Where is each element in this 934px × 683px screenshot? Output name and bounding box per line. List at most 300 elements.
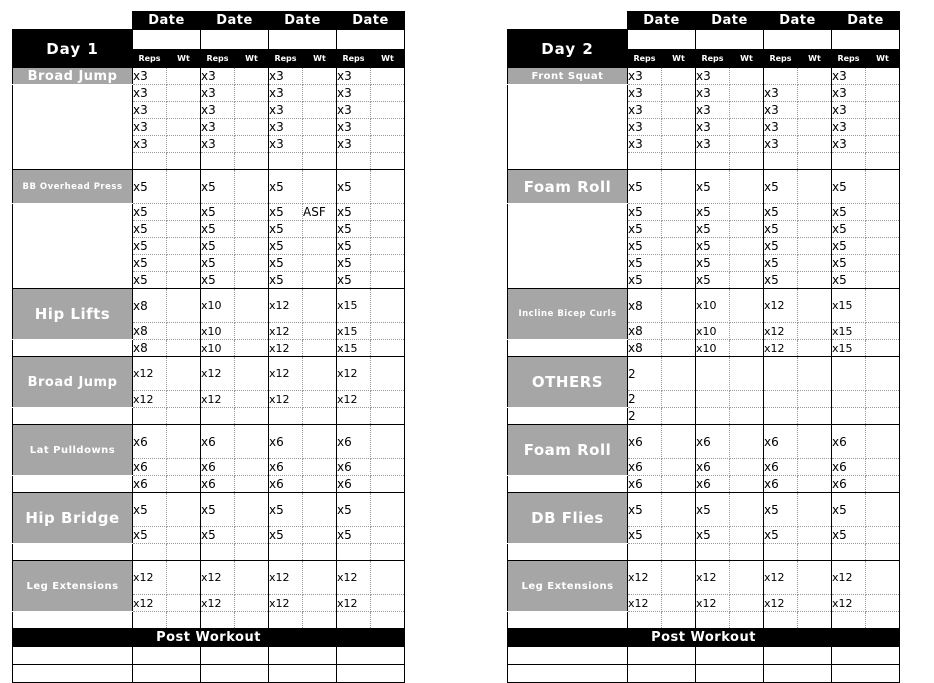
reps-cell[interactable]: x5	[201, 527, 235, 544]
date-entry-field[interactable]	[269, 30, 337, 50]
weight-cell[interactable]	[167, 612, 201, 629]
reps-cell[interactable]: x12	[832, 595, 866, 612]
reps-cell[interactable]: x3	[133, 119, 167, 136]
weight-cell[interactable]	[662, 272, 696, 289]
weight-cell[interactable]	[866, 408, 900, 425]
weight-cell[interactable]	[866, 102, 900, 119]
reps-cell[interactable]: x12	[269, 323, 303, 340]
reps-cell[interactable]: x3	[764, 136, 798, 153]
weight-cell[interactable]	[730, 204, 764, 221]
weight-cell[interactable]	[866, 493, 900, 527]
reps-cell[interactable]	[764, 68, 798, 85]
reps-cell[interactable]: x12	[269, 357, 303, 391]
reps-cell[interactable]: x5	[764, 493, 798, 527]
reps-cell[interactable]: x5	[269, 272, 303, 289]
reps-cell[interactable]: x5	[201, 255, 235, 272]
reps-cell[interactable]: x12	[764, 340, 798, 357]
reps-cell[interactable]: x12	[764, 561, 798, 595]
weight-cell[interactable]	[167, 136, 201, 153]
reps-cell[interactable]	[832, 391, 866, 408]
reps-cell[interactable]: x5	[201, 204, 235, 221]
reps-cell[interactable]: x3	[337, 119, 371, 136]
reps-cell[interactable]	[764, 612, 798, 629]
reps-cell[interactable]: x12	[337, 561, 371, 595]
weight-cell[interactable]	[866, 204, 900, 221]
weight-cell[interactable]	[866, 119, 900, 136]
weight-cell[interactable]	[371, 221, 405, 238]
weight-cell[interactable]	[730, 391, 764, 408]
weight-cell[interactable]	[866, 68, 900, 85]
weight-cell[interactable]	[303, 340, 337, 357]
weight-cell[interactable]	[662, 238, 696, 255]
weight-cell[interactable]	[167, 153, 201, 170]
reps-cell[interactable]: x5	[201, 221, 235, 238]
post-workout-entry-field[interactable]	[337, 665, 405, 683]
reps-cell[interactable]: x5	[337, 255, 371, 272]
weight-cell[interactable]	[235, 255, 269, 272]
reps-cell[interactable]: x3	[764, 85, 798, 102]
reps-cell[interactable]	[201, 408, 235, 425]
reps-cell[interactable]: x6	[764, 425, 798, 459]
weight-cell[interactable]	[235, 153, 269, 170]
reps-cell[interactable]	[337, 544, 371, 561]
weight-cell[interactable]	[730, 119, 764, 136]
weight-cell[interactable]	[730, 340, 764, 357]
weight-cell[interactable]	[730, 170, 764, 204]
weight-cell[interactable]	[730, 272, 764, 289]
reps-cell[interactable]: x5	[764, 527, 798, 544]
weight-cell[interactable]	[371, 238, 405, 255]
weight-cell[interactable]	[303, 459, 337, 476]
weight-cell[interactable]	[235, 238, 269, 255]
reps-cell[interactable]	[696, 408, 730, 425]
weight-cell[interactable]	[371, 357, 405, 391]
reps-cell[interactable]	[337, 153, 371, 170]
weight-cell[interactable]	[303, 595, 337, 612]
weight-cell[interactable]	[167, 170, 201, 204]
reps-cell[interactable]: x12	[832, 561, 866, 595]
reps-cell[interactable]: x8	[133, 289, 167, 323]
weight-cell[interactable]	[167, 391, 201, 408]
weight-cell[interactable]	[303, 272, 337, 289]
reps-cell[interactable]: x5	[696, 204, 730, 221]
reps-cell[interactable]: x5	[628, 493, 662, 527]
reps-cell[interactable]: 2	[628, 357, 662, 391]
weight-cell[interactable]	[235, 221, 269, 238]
reps-cell[interactable]: x6	[764, 459, 798, 476]
reps-cell[interactable]	[696, 612, 730, 629]
weight-cell[interactable]	[371, 323, 405, 340]
reps-cell[interactable]: x5	[696, 221, 730, 238]
weight-cell[interactable]	[167, 323, 201, 340]
weight-cell[interactable]	[730, 408, 764, 425]
weight-cell[interactable]	[235, 119, 269, 136]
reps-cell[interactable]: x5	[696, 170, 730, 204]
weight-cell[interactable]	[167, 595, 201, 612]
reps-cell[interactable]: x12	[269, 391, 303, 408]
weight-cell[interactable]	[167, 357, 201, 391]
weight-cell[interactable]	[662, 595, 696, 612]
reps-cell[interactable]: x5	[696, 255, 730, 272]
reps-cell[interactable]	[764, 357, 798, 391]
weight-cell[interactable]	[235, 85, 269, 102]
reps-cell[interactable]: x5	[269, 255, 303, 272]
weight-cell[interactable]	[167, 204, 201, 221]
post-workout-entry-field[interactable]	[832, 647, 900, 665]
weight-cell[interactable]	[798, 136, 832, 153]
weight-cell[interactable]	[798, 459, 832, 476]
reps-cell[interactable]: x15	[337, 323, 371, 340]
reps-cell[interactable]: x8	[628, 340, 662, 357]
reps-cell[interactable]: x3	[269, 68, 303, 85]
weight-cell[interactable]	[730, 136, 764, 153]
weight-cell[interactable]	[730, 544, 764, 561]
weight-cell[interactable]	[662, 255, 696, 272]
post-workout-entry-field[interactable]	[628, 647, 696, 665]
weight-cell[interactable]	[662, 425, 696, 459]
reps-cell[interactable]: x5	[133, 255, 167, 272]
weight-cell[interactable]	[866, 476, 900, 493]
weight-cell[interactable]	[235, 612, 269, 629]
post-workout-entry-field[interactable]	[269, 665, 337, 683]
reps-cell[interactable]: x5	[201, 493, 235, 527]
weight-cell[interactable]	[798, 153, 832, 170]
reps-cell[interactable]: x3	[764, 119, 798, 136]
weight-cell[interactable]	[371, 170, 405, 204]
post-workout-entry-field[interactable]	[337, 647, 405, 665]
reps-cell[interactable]: x6	[201, 425, 235, 459]
weight-cell[interactable]	[866, 612, 900, 629]
reps-cell[interactable]: x5	[337, 527, 371, 544]
weight-cell[interactable]	[167, 119, 201, 136]
reps-cell[interactable]: x10	[201, 323, 235, 340]
weight-cell[interactable]	[866, 85, 900, 102]
reps-cell[interactable]: x5	[696, 272, 730, 289]
reps-cell[interactable]: x15	[832, 323, 866, 340]
weight-cell[interactable]	[866, 170, 900, 204]
weight-cell[interactable]	[730, 323, 764, 340]
reps-cell[interactable]: x12	[696, 595, 730, 612]
reps-cell[interactable]: x12	[133, 357, 167, 391]
weight-cell[interactable]	[662, 102, 696, 119]
reps-cell[interactable]: x6	[832, 425, 866, 459]
reps-cell[interactable]: x3	[832, 68, 866, 85]
weight-cell[interactable]	[662, 612, 696, 629]
weight-cell[interactable]	[730, 595, 764, 612]
reps-cell[interactable]: x5	[269, 221, 303, 238]
reps-cell[interactable]: x3	[201, 102, 235, 119]
reps-cell[interactable]	[628, 153, 662, 170]
reps-cell[interactable]: x3	[133, 136, 167, 153]
reps-cell[interactable]: x5	[133, 170, 167, 204]
weight-cell[interactable]	[235, 493, 269, 527]
reps-cell[interactable]: x6	[628, 425, 662, 459]
weight-cell[interactable]	[371, 340, 405, 357]
reps-cell[interactable]: x5	[764, 238, 798, 255]
weight-cell[interactable]	[798, 238, 832, 255]
reps-cell[interactable]: x12	[764, 595, 798, 612]
weight-cell[interactable]	[866, 527, 900, 544]
reps-cell[interactable]: x5	[269, 238, 303, 255]
reps-cell[interactable]	[832, 612, 866, 629]
reps-cell[interactable]: x5	[832, 221, 866, 238]
reps-cell[interactable]: x5	[764, 255, 798, 272]
weight-cell[interactable]	[866, 238, 900, 255]
reps-cell[interactable]: x5	[832, 527, 866, 544]
reps-cell[interactable]: x12	[628, 561, 662, 595]
reps-cell[interactable]: x12	[201, 391, 235, 408]
date-entry-field[interactable]	[201, 30, 269, 50]
reps-cell[interactable]: x5	[832, 272, 866, 289]
weight-cell[interactable]	[303, 493, 337, 527]
reps-cell[interactable]: x3	[269, 85, 303, 102]
weight-cell[interactable]	[371, 561, 405, 595]
weight-cell[interactable]	[798, 323, 832, 340]
reps-cell[interactable]	[696, 391, 730, 408]
reps-cell[interactable]: x12	[764, 289, 798, 323]
reps-cell[interactable]	[628, 612, 662, 629]
weight-cell[interactable]	[303, 68, 337, 85]
reps-cell[interactable]: x5	[133, 527, 167, 544]
reps-cell[interactable]: x12	[269, 289, 303, 323]
weight-cell[interactable]	[167, 85, 201, 102]
weight-cell[interactable]	[866, 595, 900, 612]
weight-cell[interactable]	[662, 153, 696, 170]
weight-cell[interactable]	[798, 544, 832, 561]
reps-cell[interactable]	[628, 544, 662, 561]
reps-cell[interactable]: x5	[337, 170, 371, 204]
weight-cell[interactable]	[235, 289, 269, 323]
weight-cell[interactable]	[798, 85, 832, 102]
weight-cell[interactable]	[730, 357, 764, 391]
weight-cell[interactable]	[798, 391, 832, 408]
reps-cell[interactable]: x12	[337, 391, 371, 408]
reps-cell[interactable]	[764, 391, 798, 408]
weight-cell[interactable]	[662, 391, 696, 408]
reps-cell[interactable]: x5	[832, 238, 866, 255]
weight-cell[interactable]	[662, 136, 696, 153]
weight-cell[interactable]	[866, 323, 900, 340]
weight-cell[interactable]	[235, 272, 269, 289]
weight-cell[interactable]	[303, 612, 337, 629]
weight-cell[interactable]	[371, 153, 405, 170]
reps-cell[interactable]: x5	[269, 493, 303, 527]
weight-cell[interactable]	[303, 527, 337, 544]
weight-cell[interactable]	[167, 527, 201, 544]
weight-cell[interactable]	[303, 357, 337, 391]
reps-cell[interactable]: x3	[832, 136, 866, 153]
weight-cell[interactable]	[662, 544, 696, 561]
weight-cell[interactable]	[866, 425, 900, 459]
weight-cell[interactable]	[662, 561, 696, 595]
reps-cell[interactable]: 2	[628, 408, 662, 425]
reps-cell[interactable]: x5	[133, 221, 167, 238]
weight-cell[interactable]	[167, 272, 201, 289]
weight-cell[interactable]	[730, 221, 764, 238]
reps-cell[interactable]: x3	[133, 68, 167, 85]
weight-cell[interactable]	[303, 136, 337, 153]
weight-cell[interactable]	[167, 102, 201, 119]
weight-cell[interactable]	[798, 493, 832, 527]
reps-cell[interactable]	[832, 544, 866, 561]
reps-cell[interactable]	[832, 357, 866, 391]
weight-cell[interactable]	[371, 272, 405, 289]
reps-cell[interactable]: x8	[628, 289, 662, 323]
weight-cell[interactable]	[235, 357, 269, 391]
reps-cell[interactable]: x15	[832, 289, 866, 323]
post-workout-entry-field[interactable]	[201, 665, 269, 683]
date-entry-field[interactable]	[337, 30, 405, 50]
reps-cell[interactable]: x3	[269, 102, 303, 119]
reps-cell[interactable]: x5	[764, 204, 798, 221]
reps-cell[interactable]: x6	[832, 476, 866, 493]
post-workout-note-field[interactable]	[13, 665, 133, 683]
weight-cell[interactable]	[167, 408, 201, 425]
weight-cell[interactable]	[662, 170, 696, 204]
reps-cell[interactable]	[133, 153, 167, 170]
weight-cell[interactable]	[866, 561, 900, 595]
weight-cell[interactable]	[798, 289, 832, 323]
weight-cell[interactable]	[866, 221, 900, 238]
weight-cell[interactable]	[303, 323, 337, 340]
reps-cell[interactable]: x5	[337, 272, 371, 289]
reps-cell[interactable]: x3	[832, 102, 866, 119]
weight-cell[interactable]	[371, 204, 405, 221]
reps-cell[interactable]: x6	[337, 425, 371, 459]
weight-cell[interactable]	[235, 340, 269, 357]
weight-cell[interactable]	[371, 68, 405, 85]
weight-cell[interactable]	[371, 289, 405, 323]
weight-cell[interactable]	[866, 357, 900, 391]
reps-cell[interactable]: x3	[764, 102, 798, 119]
reps-cell[interactable]: x12	[201, 357, 235, 391]
weight-cell[interactable]	[303, 119, 337, 136]
reps-cell[interactable]: x12	[269, 340, 303, 357]
date-entry-field[interactable]	[696, 30, 764, 50]
reps-cell[interactable]: x5	[696, 493, 730, 527]
reps-cell[interactable]: x6	[628, 459, 662, 476]
reps-cell[interactable]: x3	[696, 85, 730, 102]
weight-cell[interactable]	[371, 612, 405, 629]
reps-cell[interactable]: x8	[628, 323, 662, 340]
weight-cell[interactable]	[371, 255, 405, 272]
post-workout-entry-field[interactable]	[628, 665, 696, 683]
reps-cell[interactable]	[696, 153, 730, 170]
reps-cell[interactable]: x3	[628, 68, 662, 85]
reps-cell[interactable]: x5	[269, 204, 303, 221]
weight-cell[interactable]	[303, 391, 337, 408]
reps-cell[interactable]: x6	[201, 476, 235, 493]
reps-cell[interactable]: x6	[696, 425, 730, 459]
weight-cell[interactable]	[303, 408, 337, 425]
weight-cell[interactable]	[303, 476, 337, 493]
weight-cell[interactable]	[798, 170, 832, 204]
reps-cell[interactable]: x3	[201, 85, 235, 102]
reps-cell[interactable]: x10	[201, 289, 235, 323]
reps-cell[interactable]: x5	[269, 527, 303, 544]
weight-cell[interactable]	[730, 459, 764, 476]
reps-cell[interactable]	[696, 544, 730, 561]
weight-cell[interactable]	[662, 289, 696, 323]
reps-cell[interactable]	[133, 544, 167, 561]
reps-cell[interactable]: x5	[832, 204, 866, 221]
reps-cell[interactable]: x3	[337, 68, 371, 85]
weight-cell[interactable]	[662, 493, 696, 527]
reps-cell[interactable]: x5	[133, 272, 167, 289]
reps-cell[interactable]: x3	[133, 85, 167, 102]
weight-cell[interactable]	[662, 476, 696, 493]
post-workout-entry-field[interactable]	[696, 665, 764, 683]
reps-cell[interactable]: x5	[628, 170, 662, 204]
reps-cell[interactable]: x6	[201, 459, 235, 476]
weight-cell[interactable]	[235, 527, 269, 544]
weight-cell[interactable]	[371, 527, 405, 544]
weight-cell[interactable]	[866, 391, 900, 408]
weight-cell[interactable]: ASF	[303, 204, 337, 221]
date-entry-field[interactable]	[832, 30, 900, 50]
reps-cell[interactable]	[764, 408, 798, 425]
weight-cell[interactable]	[662, 85, 696, 102]
reps-cell[interactable]: x5	[628, 527, 662, 544]
reps-cell[interactable]: x12	[628, 595, 662, 612]
weight-cell[interactable]	[662, 204, 696, 221]
reps-cell[interactable]: x3	[696, 136, 730, 153]
reps-cell[interactable]: x3	[337, 136, 371, 153]
reps-cell[interactable]: x10	[696, 340, 730, 357]
reps-cell[interactable]	[832, 408, 866, 425]
reps-cell[interactable]: x8	[133, 323, 167, 340]
post-workout-note-field[interactable]	[13, 647, 133, 665]
reps-cell[interactable]: x3	[628, 119, 662, 136]
weight-cell[interactable]	[662, 340, 696, 357]
weight-cell[interactable]	[798, 425, 832, 459]
post-workout-entry-field[interactable]	[832, 665, 900, 683]
reps-cell[interactable]	[269, 153, 303, 170]
weight-cell[interactable]	[167, 544, 201, 561]
reps-cell[interactable]: x3	[337, 102, 371, 119]
weight-cell[interactable]	[167, 68, 201, 85]
weight-cell[interactable]	[371, 493, 405, 527]
reps-cell[interactable]: x12	[133, 391, 167, 408]
reps-cell[interactable]: x5	[764, 221, 798, 238]
weight-cell[interactable]	[730, 85, 764, 102]
weight-cell[interactable]	[167, 459, 201, 476]
reps-cell[interactable]: x3	[201, 119, 235, 136]
reps-cell[interactable]: x6	[628, 476, 662, 493]
reps-cell[interactable]: x5	[628, 255, 662, 272]
post-workout-entry-field[interactable]	[133, 665, 201, 683]
weight-cell[interactable]	[798, 204, 832, 221]
reps-cell[interactable]: x3	[628, 102, 662, 119]
weight-cell[interactable]	[303, 238, 337, 255]
weight-cell[interactable]	[235, 204, 269, 221]
weight-cell[interactable]	[866, 544, 900, 561]
weight-cell[interactable]	[798, 527, 832, 544]
weight-cell[interactable]	[167, 340, 201, 357]
date-entry-field[interactable]	[628, 30, 696, 50]
weight-cell[interactable]	[798, 408, 832, 425]
weight-cell[interactable]	[730, 68, 764, 85]
weight-cell[interactable]	[371, 425, 405, 459]
weight-cell[interactable]	[798, 221, 832, 238]
reps-cell[interactable]: x15	[337, 289, 371, 323]
weight-cell[interactable]	[235, 68, 269, 85]
reps-cell[interactable]: x3	[696, 68, 730, 85]
reps-cell[interactable]: x5	[628, 221, 662, 238]
reps-cell[interactable]: x3	[201, 136, 235, 153]
weight-cell[interactable]	[235, 102, 269, 119]
weight-cell[interactable]	[235, 323, 269, 340]
